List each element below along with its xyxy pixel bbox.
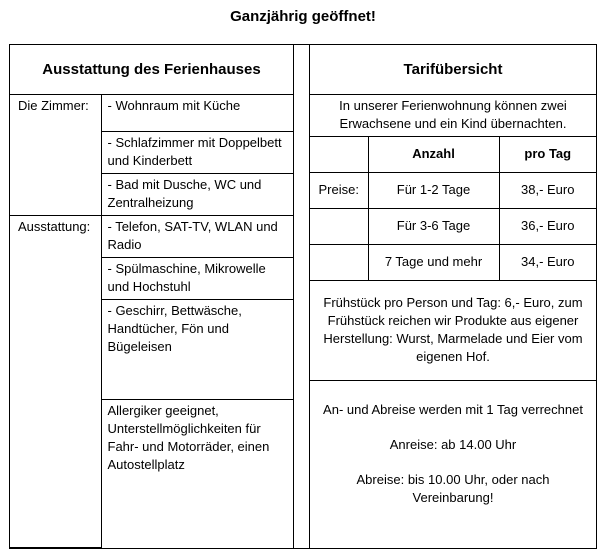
page-title: Ganzjährig geöffnet! [230, 8, 376, 25]
arrival-time: Anreise: ab 14.00 Uhr [389, 437, 517, 453]
prices-label: Preise: [310, 173, 368, 209]
room-item: - Schlafzimmer mit Doppelbett und Kinderbett [101, 131, 293, 173]
price-cell: 36,- Euro [499, 209, 596, 245]
equipment-section [10, 95, 294, 549]
tariff-section [310, 95, 597, 549]
rooms-label: Die Zimmer: [10, 95, 101, 215]
right-header-cell [310, 45, 597, 95]
tariff-table [310, 95, 596, 529]
capacity-text: In unserer Ferienwohnung können zwei Erwachsene und ein Kind übernachten. [310, 95, 596, 137]
price-cell: 34,- Euro [499, 245, 596, 281]
equipment-header: Ausstattung des Ferienhauses [42, 61, 261, 78]
column-divider [294, 45, 310, 549]
empty-cell [310, 245, 368, 281]
billing-text: An- und Abreise werden mit 1 Tag verrechnet [323, 402, 583, 418]
equipment-label: Ausstattung: [10, 215, 101, 547]
amount-column-header: Anzahl [368, 137, 499, 173]
duration-cell: 7 Tage und mehr [368, 245, 499, 281]
room-item: - Wohnraum mit Küche [101, 95, 293, 131]
duration-cell: Für 1-2 Tage [368, 173, 499, 209]
room-item: - Bad mit Dusche, WC und Zentralheizung [101, 173, 293, 215]
price-cell: 38,- Euro [499, 173, 596, 209]
extras-text: Allergiker geeignet, Unterstellmöglichkeiten für Fahr- und Motorräder, einen Autostellplatz [101, 399, 293, 547]
price-column-header: pro Tag [499, 137, 596, 173]
arrival-departure-cell [310, 381, 596, 529]
equipment-item: - Spülmaschine, Mikrowelle und Hochstuhl [101, 257, 293, 299]
empty-cell [310, 137, 368, 173]
equipment-table [10, 95, 293, 548]
breakfast-text: Frühstück pro Person und Tag: 6,- Euro, zum Frühstück reichen wir Produkte aus eigener Herstellung: Wurst, Marmelade und Eier vom eigenen Hof. [310, 281, 596, 381]
equipment-item: - Geschirr, Bettwäsche, Handtücher, Fön und Bügeleisen [101, 299, 293, 399]
tariff-header: Tarifübersicht [403, 61, 503, 78]
departure-time: Abreise: bis 10.00 Uhr, oder nach Vereinbarung! [356, 472, 550, 506]
info-table [9, 44, 597, 549]
equipment-item: - Telefon, SAT-TV, WLAN und Radio [101, 215, 293, 257]
empty-cell [310, 209, 368, 245]
left-header-cell [10, 45, 294, 95]
duration-cell: Für 3-6 Tage [368, 209, 499, 245]
